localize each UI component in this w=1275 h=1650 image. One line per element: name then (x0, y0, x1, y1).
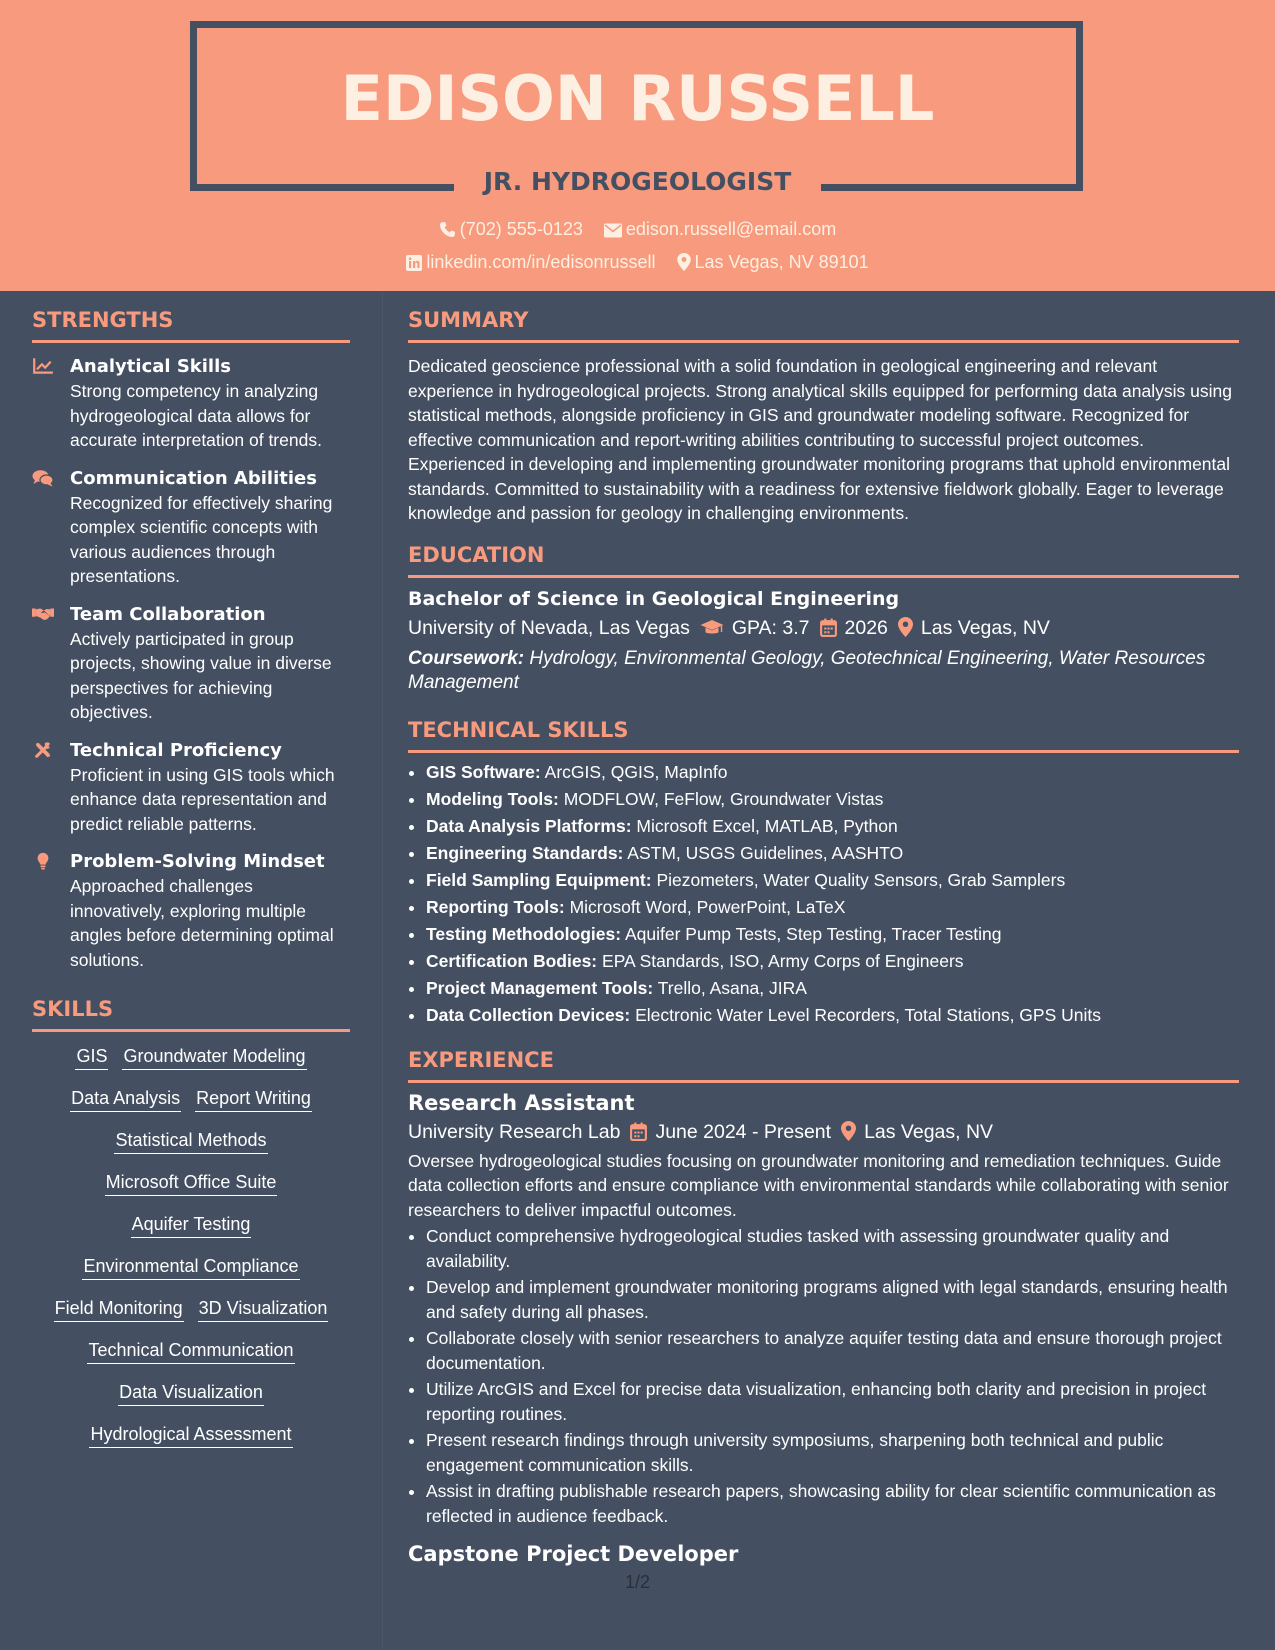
strength-title: Problem-Solving Mindset (70, 851, 325, 872)
tech-skill-value: Trello, Asana, JIRA (657, 977, 807, 998)
strength-title: Technical Proficiency (70, 739, 282, 761)
tech-skill-label: GIS Software: (426, 761, 541, 782)
column-separator (382, 291, 383, 1650)
experience-section (408, 1047, 1239, 1569)
skills-row (32, 1295, 350, 1322)
coursework-text: Hydrology, Environmental Geology, Geotechnical Engineering, Water Resources Management (408, 647, 1206, 693)
candidate-name: EDISON RUSSELL (340, 62, 935, 135)
tech-skill-value: MODFLOW, FeFlow, Groundwater Vistas (563, 788, 884, 809)
strength-desc: Actively participated in group projects, showing value in diverse perspectives for achieving objectives. (70, 628, 332, 722)
skills-row (32, 1253, 350, 1280)
tech-skill-value: ASTM, USGS Guidelines, AASHTO (627, 842, 904, 863)
strength-title: Analytical Skills (70, 356, 231, 377)
job-description: Oversee hydrogeological studies focusing on groundwater monitoring and remediation techniques. Guide data collection efforts and ensure compliance with environmental standards while collaborating with senior researchers to deliver impactful outcomes. (408, 1150, 1229, 1220)
tech-skill-item (426, 948, 1239, 975)
gpa-text: GPA: 3.7 (731, 616, 810, 639)
job-entry (408, 1540, 1239, 1568)
job-bullet: • Develop and implement groundwater monitoring programs aligned with legal standards, ensuring health and safety during all phases. (426, 1275, 1239, 1324)
skill-tag: Technical Communication (87, 1337, 294, 1364)
tech-skill-label: Modeling Tools: (426, 788, 559, 809)
coursework (408, 647, 1239, 695)
handshake-icon (32, 605, 54, 623)
strength-desc: Proficient in using GIS tools which enhance data representation and predict reliable patterns. (70, 764, 335, 834)
tech-skill-item (426, 1002, 1239, 1029)
skills-row (32, 1211, 350, 1238)
map-pin-icon (841, 1121, 856, 1141)
section-rule (408, 340, 1239, 343)
tech-skill-value: Microsoft Word, PowerPoint, LaTeX (569, 896, 846, 917)
skills-row (32, 1085, 350, 1112)
resume-header (0, 0, 1275, 291)
skills-heading: SKILLS (32, 997, 114, 1021)
tech-skill-item (426, 921, 1239, 948)
tech-skill-item (426, 975, 1239, 1002)
skills-row (32, 1337, 350, 1364)
calendar-icon (820, 618, 837, 637)
section-rule (408, 750, 1239, 753)
tech-skill-item (426, 759, 1239, 786)
tech-skill-item (426, 813, 1239, 840)
email-text: edison.russell@email.com (625, 219, 837, 239)
tech-skill-item (426, 894, 1239, 921)
summary-heading: SUMMARY (408, 308, 529, 332)
job-bullet: • Utilize ArcGIS and Excel for precise data visualization, enhancing both clarity and precision in project reporting routines. (426, 1377, 1239, 1426)
linkedin-text: linkedin.com/in/edisonrussell (426, 252, 656, 272)
skills-row (32, 1169, 350, 1196)
contact-phone[interactable] (439, 219, 588, 239)
technical-skills-heading: TECHNICAL SKILLS (408, 717, 629, 742)
location-text: Las Vegas, NV 89101 (694, 252, 869, 272)
skill-tag: Report Writing (195, 1085, 312, 1112)
tools-icon (32, 741, 54, 759)
job-location: Las Vegas, NV (864, 1120, 994, 1143)
skill-tag: GIS (75, 1043, 108, 1070)
calendar-icon (630, 1122, 647, 1141)
contact-linkedin[interactable] (406, 252, 660, 272)
skill-tag: Aquifer Testing (131, 1211, 252, 1238)
job-title: Capstone Project Developer (408, 1542, 739, 1566)
section-rule (408, 1080, 1239, 1083)
section-rule (32, 340, 350, 343)
map-pin-icon (898, 617, 913, 637)
technical-skills-list (408, 759, 1239, 1029)
skill-tag: Hydrological Assessment (89, 1421, 292, 1448)
job-bullet: • Collaborate closely with senior researchers to analyze aquifer testing data and ensure thorough project documentation. (426, 1326, 1239, 1375)
section-rule (408, 575, 1239, 578)
strengths-heading: STRENGTHS (32, 308, 174, 332)
job-bullet: • Conduct comprehensive hydrogeological studies tasked with assessing groundwater quality and availability. (426, 1224, 1239, 1273)
strength-item (32, 354, 350, 453)
strength-desc: Strong competency in analyzing hydrogeological data allows for accurate interpretation of trends. (70, 381, 322, 450)
education-heading: EDUCATION (408, 542, 545, 567)
experience-heading: EXPERIENCE (408, 1047, 554, 1072)
tech-skill-value: Piezometers, Water Quality Sensors, Grab Samplers (656, 869, 1066, 890)
tech-skill-label: Engineering Standards: (426, 842, 624, 863)
skills-row (32, 1421, 350, 1448)
tech-skill-value: Electronic Water Level Recorders, Total Stations, GPS Units (635, 1004, 1101, 1025)
job-title: Research Assistant (408, 1090, 635, 1115)
degree-title: Bachelor of Science in Geological Engineering (408, 587, 900, 610)
tech-skill-item (426, 786, 1239, 813)
skill-tag: Statistical Methods (114, 1127, 267, 1154)
tech-skill-value: EPA Standards, ISO, Army Corps of Engineers (602, 950, 964, 971)
tech-skill-item (426, 840, 1239, 867)
summary-section (408, 307, 1239, 526)
job-company: University Research Lab (408, 1120, 621, 1143)
contact-location (677, 252, 869, 272)
skill-tag: Groundwater Modeling (122, 1043, 306, 1070)
strength-desc: Recognized for effectively sharing complex scientific concepts with various audiences through presentations. (70, 492, 333, 586)
skills-section (32, 996, 350, 1448)
left-column (32, 307, 350, 1463)
skills-row (32, 1379, 350, 1406)
tech-skill-value: ArcGIS, QGIS, MapInfo (544, 761, 728, 782)
skills-row (32, 1043, 350, 1070)
phone-icon (439, 221, 456, 238)
strength-item (32, 738, 350, 837)
contact-email[interactable] (604, 219, 836, 239)
linkedin-icon (406, 255, 422, 271)
job-meta (408, 1117, 1239, 1147)
school-name: University of Nevada, Las Vegas (408, 616, 690, 639)
tech-skill-label: Certification Bodies: (426, 950, 598, 971)
tech-skill-label: Field Sampling Equipment: (426, 869, 652, 890)
tech-skill-label: Project Management Tools: (426, 977, 654, 998)
tech-skill-value: Microsoft Excel, MATLAB, Python (636, 815, 898, 836)
graduation-year: 2026 (844, 616, 888, 639)
skill-tag: Field Monitoring (54, 1295, 184, 1322)
job-dates: June 2024 - Present (655, 1120, 832, 1143)
map-pin-icon (677, 253, 691, 271)
job-entry (408, 1089, 1239, 1529)
comments-icon (32, 469, 54, 487)
candidate-title: JR. HYDROGEOLOGIST (483, 167, 792, 196)
contact-row-2 (0, 252, 1275, 273)
section-rule (32, 1029, 350, 1032)
education-location: Las Vegas, NV (920, 616, 1050, 639)
skill-tag: Microsoft Office Suite (105, 1169, 278, 1196)
strength-title: Team Collaboration (70, 603, 266, 625)
tech-skill-label: Reporting Tools: (426, 896, 565, 917)
tech-skill-label: Testing Methodologies: (426, 923, 622, 944)
right-column (408, 307, 1239, 1568)
skill-tag: Data Analysis (70, 1085, 181, 1112)
summary-text: Dedicated geoscience professional with a solid foundation in geological engineering and relevant experience in hydrogeological projects. Strong analytical skills equipped for performing data analysis using statistical methods, alongside proficiency in GIS and groundwater modeling software. Recognized for effective communication and report-writing abilities contributing to successful project outcomes. Experienced in developing and implementing groundwater monitoring programs that uphold environmental standards. Committed to sustainability with a readiness for extensive fieldwork globally. Eager to leverage knowledge and passion for geology in challenging environments. (408, 356, 1232, 523)
job-bullets (408, 1224, 1239, 1528)
strength-item (32, 602, 350, 725)
envelope-icon (604, 223, 622, 238)
education-meta (408, 613, 1239, 643)
skills-list (32, 1043, 350, 1448)
phone-text: (702) 555-0123 (459, 219, 583, 239)
strength-desc: Approached challenges innovatively, exploring multiple angles before determining optimal solutions. (70, 876, 334, 970)
tech-skill-value: Aquifer Pump Tests, Step Testing, Tracer Testing (625, 923, 1002, 944)
strength-item (32, 849, 350, 972)
skill-tag: Environmental Compliance (82, 1253, 299, 1280)
tech-skill-item (426, 867, 1239, 894)
page-number: 1/2 (624, 1572, 651, 1592)
strengths-section (32, 307, 350, 972)
education-section (408, 542, 1239, 695)
tech-skill-label: Data Collection Devices: (426, 1004, 631, 1025)
skills-row (32, 1127, 350, 1154)
skill-tag: Data Visualization (118, 1379, 264, 1406)
graduation-cap-icon (700, 619, 724, 637)
chart-line-icon (32, 357, 54, 375)
job-bullet: • Assist in drafting publishable research papers, showcasing ability for clear scientific communication as reflected in audience feedback. (426, 1479, 1239, 1528)
tech-skill-label: Data Analysis Platforms: (426, 815, 632, 836)
skill-tag: 3D Visualization (198, 1295, 329, 1322)
job-bullet: • Present research findings through university symposiums, sharpening both technical and public engagement communication skills. (426, 1428, 1239, 1477)
strength-title: Communication Abilities (70, 467, 317, 489)
contact-row-1 (0, 219, 1275, 240)
lightbulb-icon (32, 852, 54, 870)
technical-skills-section (408, 717, 1239, 1029)
strength-item (32, 466, 350, 589)
coursework-label: Coursework: (408, 647, 525, 669)
